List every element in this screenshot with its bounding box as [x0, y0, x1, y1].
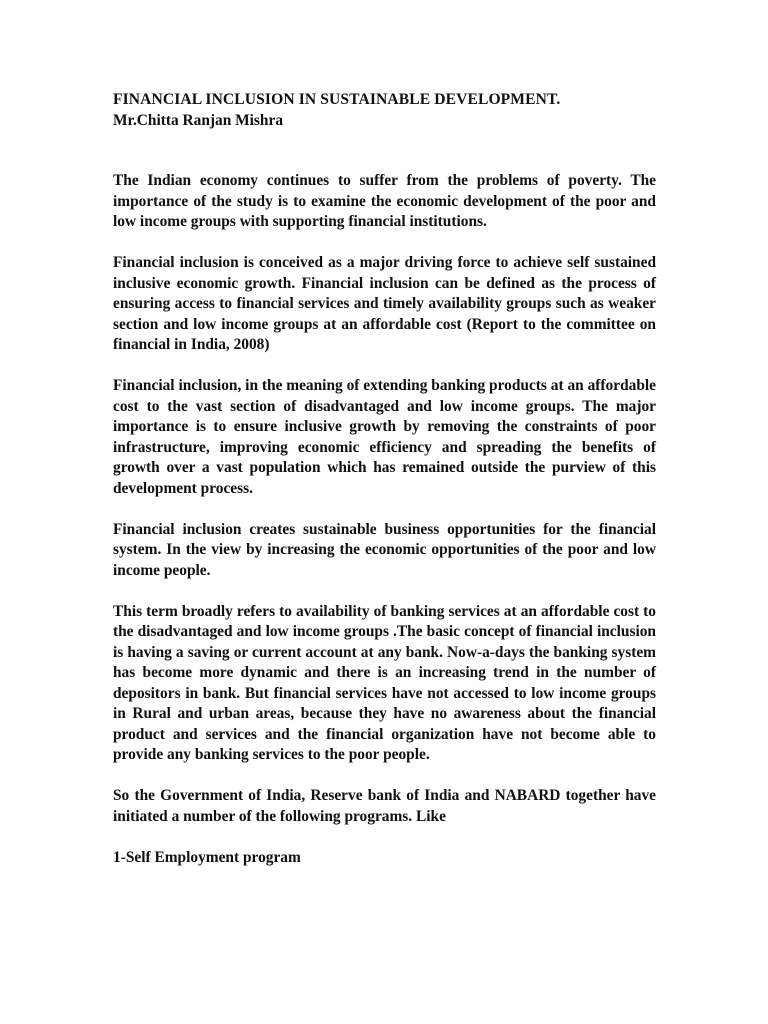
paragraph-definition: Financial inclusion is conceived as a major driving force to achieve self sustained inclusive economic growth. Financial inclusion can be defined as the process of ensuring access to financial services and timely availability groups such as weaker section and low income groups at an affordable cost (Report to the committee on financial in India, 2008): [113, 254, 656, 353]
paragraph-government-programs: So the Government of India, Reserve bank of India and NABARD together have initiated a number of the following programs. Like: [113, 787, 656, 825]
paragraph-business-opportunities: Financial inclusion creates sustainable business opportunities for the financial system. In the view by increasing the economic opportunities of the poor and low income people.: [113, 520, 656, 579]
document-page: [113, 90, 656, 868]
program-item: 1-Self Employment program: [113, 848, 301, 866]
paragraph-intro: The Indian economy continues to suffer from the problems of poverty. The importance of the study is to examine the economic development of the poor and low income groups with supporting financial institutions.: [113, 172, 656, 230]
document-title: FINANCIAL INCLUSION IN SUSTAINABLE DEVELOPMENT.: [113, 91, 561, 108]
paragraph-availability: This term broadly refers to availability of banking services at an affordable cost to the disadvantaged and low income groups .The basic concept of financial inclusion is having a saving or current account at any bank. Now-a-days the banking system has become more dynamic and there is an increasing trend in the number of depositors in bank. But financial services have not accessed to low income groups in Rural and urban areas, because they have no awareness about the financial product and services and the financial organization have not become able to provide any banking services to the poor people.: [113, 602, 656, 763]
document-author: Mr.Chitta Ranjan Mishra: [113, 111, 284, 129]
paragraph-banking-products: Financial inclusion, in the meaning of extending banking products at an affordable cost to the vast section of disadvantaged and low income groups. The major importance is to ensure inclusive growth by removing the constraints of poor infrastructure, improving economic efficiency and spreading the benefits of growth over a vast population which has remained outside the purview of this development process.: [113, 377, 656, 497]
